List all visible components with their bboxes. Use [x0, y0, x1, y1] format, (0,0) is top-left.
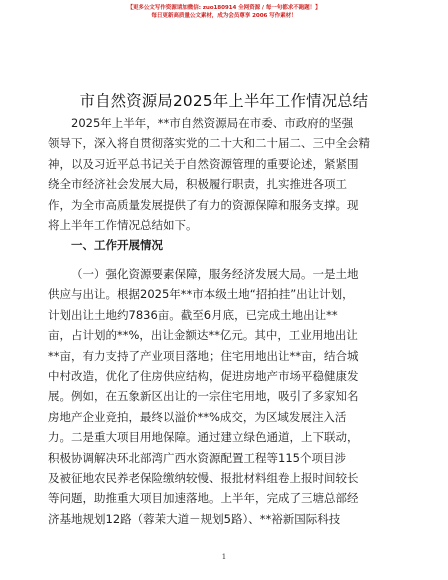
text-line: 计划出让土地约7836亩。截至6月底，已完成土地出让**	[48, 307, 338, 322]
intro-paragraph	[48, 113, 404, 235]
page-number: 1	[221, 553, 227, 561]
text-line: 房地产企业竞拍，最终以溢价**%成交，为区域发展注入活	[48, 409, 347, 424]
text-line: 济基地规划12路（蓉茉大道－规划5路）、**裕新国际科技	[48, 511, 341, 526]
text-line: 及被征地农民养老保险缴纳较慢、报批材料组卷上报时间较长	[48, 470, 359, 485]
section-heading: 一、工作开展情况	[71, 238, 163, 252]
text-line: 作，为全市高质量发展提供了有力的资源保障和服务支撑。现	[48, 197, 359, 212]
text-line: 中村改造，优化了住房供应结构，促进房地产市场平稳健康发	[48, 368, 359, 383]
promo-banner-line-2: 每日更新高质量公文素材，成为会员尊享 2006 写作素材！	[151, 13, 297, 20]
section-heading-wrap	[48, 235, 404, 255]
text-line: 积极协调解决环北部湾广西水资源配置工程等115个项目涉	[48, 450, 346, 465]
text-line: 神，以及习近平总书记关于自然资源管理的重要论述，紧紧围	[48, 156, 359, 171]
document-title: 市自然资源局2025年上半年工作情况总结	[79, 92, 369, 110]
text-line: 等问题，助推重大项目加速落地。上半年，完成了三塘总部经	[48, 491, 359, 506]
text-line: 绕全市经济社会发展大局，积极履行职责，扎实推进各项工	[48, 177, 347, 192]
text-line: 展。例如，在五象新区出让的一宗住宅用地，吸引了多家知名	[48, 389, 359, 404]
text-line: 2025年上半年，**市自然资源局在市委、市政府的坚强	[71, 116, 354, 130]
promo-banner	[0, 4, 448, 20]
text-line: 力。二是重大项目用地保障。通过建立绿色通道，上下联动，	[48, 430, 359, 445]
text-line: **亩，有力支持了产业项目落地；住宅用地出让**亩，结合城	[48, 348, 359, 363]
text-line: 供应与出让。根据2025年**市本级土地“招拍挂”出让计划，	[48, 287, 354, 302]
text-line: 将上半年工作情况总结如下。	[48, 217, 198, 232]
text-line: 亩，占计划的**%，出让金额达**亿元。其中，工业用地出让	[48, 328, 358, 343]
text-line: （一）强化资源要素保障，服务经济发展大局。一是土地	[71, 267, 359, 281]
text-line: 领导下，深入将自贯彻落实党的二十大和二十届二、三中全会精	[48, 136, 370, 151]
promo-banner-line-1: 【更多公文写作资源请加微信: zuo180914 全网资源 / 每一句都求不跑题！】	[127, 5, 321, 11]
section-paragraph	[48, 264, 404, 529]
